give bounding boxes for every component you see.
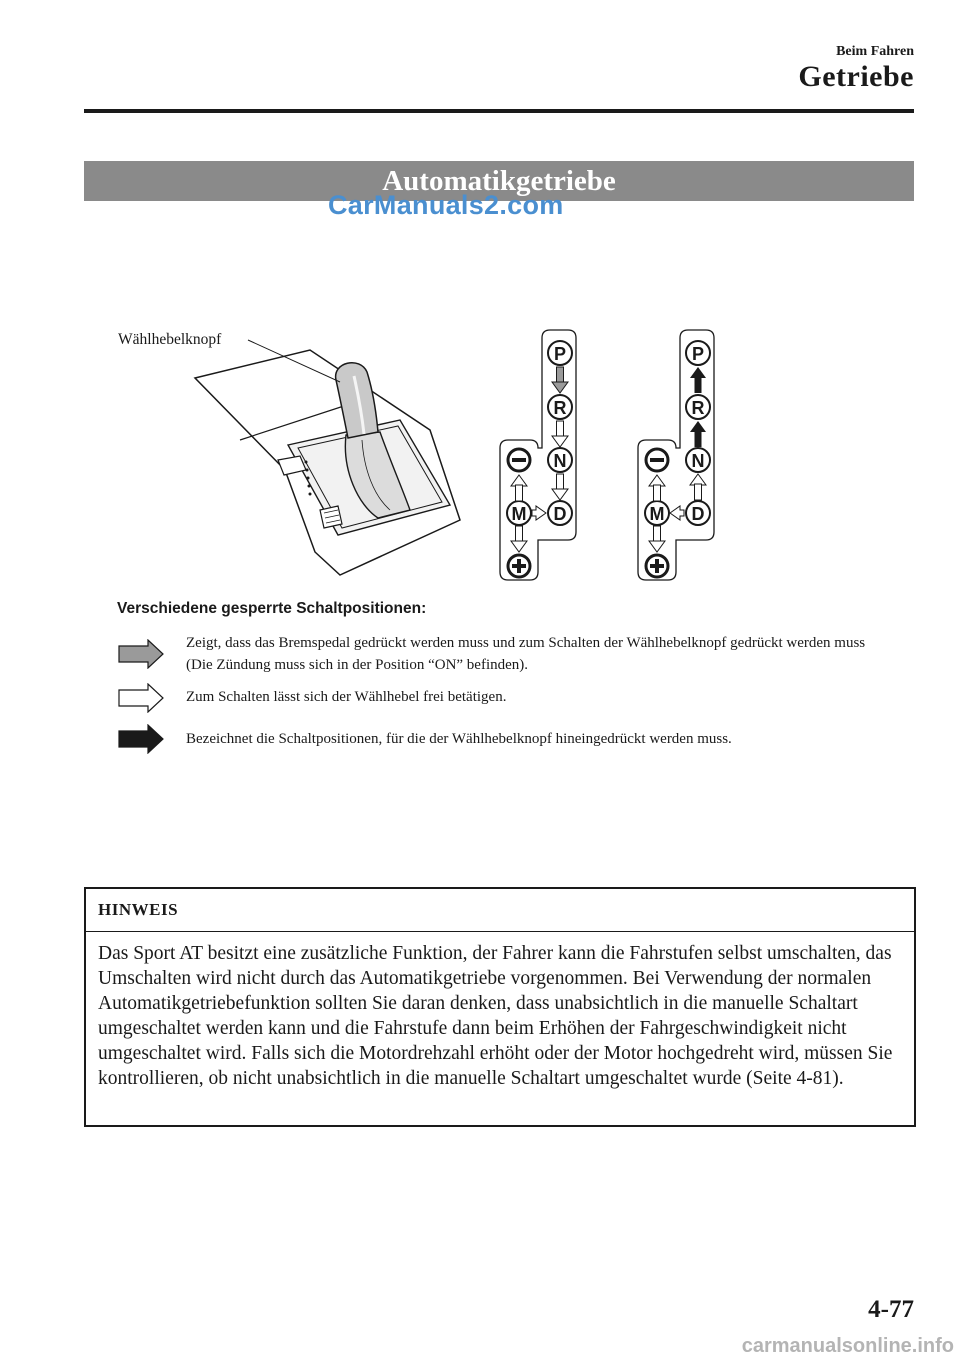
note-heading: HINWEIS xyxy=(98,900,179,919)
gate-diagram-lock xyxy=(500,330,576,580)
gear-label-N: N xyxy=(691,451,705,471)
gear-label-N: N xyxy=(553,451,567,471)
legend-heading: Verschiedene gesperrte Schaltpositionen: xyxy=(117,600,427,617)
page-title: Automatikgetriebe xyxy=(382,165,616,197)
running-head-chapter: Getriebe xyxy=(798,60,914,93)
note-header-row xyxy=(86,889,914,932)
note-box xyxy=(84,887,916,1127)
legend-item-white: Zum Schalten lässt sich der Wählhebel frei betätigen. xyxy=(186,689,507,705)
gear-label-R: R xyxy=(553,398,567,418)
header-rule xyxy=(84,109,914,113)
gear-label-R: R xyxy=(691,398,705,418)
gear-label-D: D xyxy=(691,504,705,524)
console-illustration xyxy=(118,331,460,575)
legend-item-gray: Zeigt, dass das Bremspedal gedrückt werden muss und zum Schalten der Wählhebelknopf gedrückt werden muss (Die Zündung muss sich in der Position “ON” befinden). xyxy=(186,635,866,673)
note-body: Das Sport AT besitzt eine zusätzliche Funktion, der Fahrer kann die Fahrstufen selbst umschalten, das Umschalten wird nicht durch das Automatikgetriebe vorgenommen. Bei Verwendung der normalen Automatikgetriebefunktion sollten Sie daran denken, dass unabsichtlich in die manuelle Schaltart umgeschaltet werden kann und die Fahrstufe dann beim Erhöhen der Fahrgeschwindigkeit nicht umgeschaltet wird. Falls sich die Motordrehzahl erhöht oder der Motor hochgedreht wird, müssen Sie kontrollieren, ob nicht unabsichtlich in die manuelle Schaltart umgeschaltet wurde (Seite 4-81). xyxy=(98,943,893,1089)
gear-label-P: P xyxy=(553,344,567,364)
knob-callout-label: Wählhebelknopf xyxy=(118,331,222,348)
watermark-bottom: carmanualsonline.info xyxy=(741,1335,954,1357)
watermark-top: CarManuals2.com xyxy=(328,190,564,220)
gear-label-P: P xyxy=(691,344,705,364)
gate-diagram-knob xyxy=(638,330,714,580)
gear-label-D: D xyxy=(553,504,567,524)
page-number: 4-77 xyxy=(868,1296,914,1323)
black-arrow-icon xyxy=(118,724,164,754)
gray-arrow-icon xyxy=(118,639,164,669)
running-head-section: Beim Fahren xyxy=(836,44,914,59)
legend-item-black: Bezeichnet die Schaltpositionen, für die der Wählhebelknopf hineingedrückt werden muss. xyxy=(186,731,732,747)
white-arrow-icon xyxy=(118,683,164,713)
gear-selector-figure xyxy=(110,320,850,590)
gear-label-M: M xyxy=(649,504,665,524)
gear-label-M: M xyxy=(511,504,527,524)
